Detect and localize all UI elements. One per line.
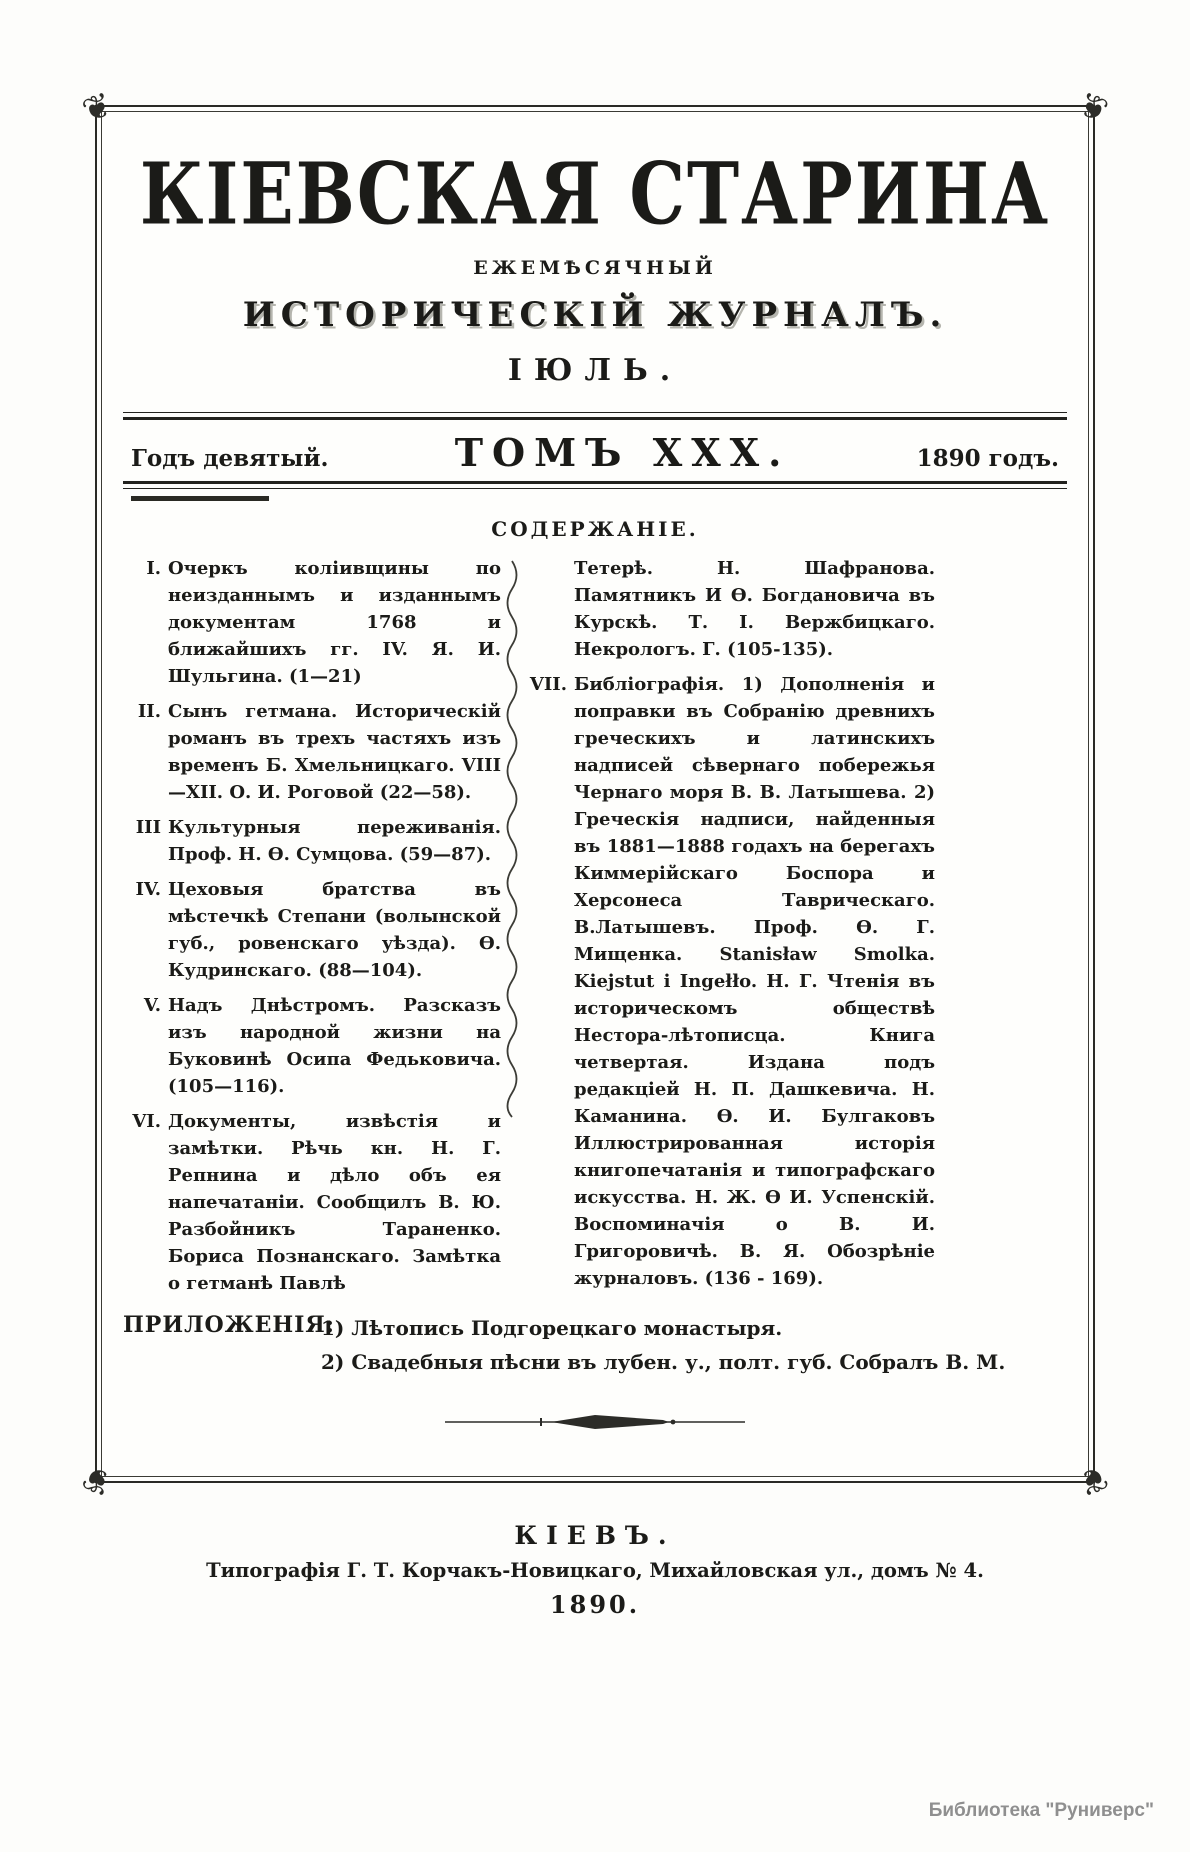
toc-entry	[123, 698, 501, 806]
masthead-month: ІЮЛЬ.	[507, 353, 683, 388]
contents-heading: СОДЕРЖАНІЕ.	[491, 516, 699, 541]
volume-line	[131, 430, 1059, 475]
horizontal-rule-bottom	[123, 481, 1067, 489]
column-divider-ornament	[501, 559, 523, 1119]
toc-entry-number: VI.	[132, 1110, 161, 1132]
toc-entry-number: III	[135, 816, 161, 838]
toc-entry-text: Цеховыя братства въ мѣстечкѣ Степани (волынской губ., ровенскаго уѣзда). Ѳ. Кудринскаго. (88—104).	[168, 878, 501, 981]
journal-title-text: КІЕВСКАЯ СТАРИНА	[139, 142, 1051, 245]
appendix-item: 2) Свадебныя пѣсни въ лубен. у., полт. губ. Собралъ В. М.	[321, 1349, 1006, 1374]
toc-entry-text: Культурныя переживанія. Проф. Н. Ѳ. Сумцова. (59—87).	[168, 816, 501, 865]
imprint-year: 1890.	[549, 1589, 641, 1619]
corner-ornament-icon: ❦	[1072, 1456, 1113, 1504]
appendix-item: 1) Лѣтопись Подгорецкаго монастыря.	[321, 1315, 783, 1340]
toc-entry	[123, 555, 501, 690]
section-divider-ornament	[445, 1413, 745, 1431]
toc-entry-text: Надъ Днѣстромъ. Разсказъ изъ народной жизни на Буковинѣ Осипа Федьковича. (105—116).	[168, 994, 501, 1097]
corner-ornament-icon: ❦	[1072, 84, 1113, 132]
toc-entry-number: I.	[146, 557, 161, 579]
toc-entry-number: II.	[137, 700, 161, 722]
volume-label: ТОМЪ XXX.	[454, 430, 791, 475]
toc-entry-number: IV.	[135, 878, 161, 900]
toc-entry-text: Сынъ гетмана. Историческій романъ въ трехъ частяхъ изъ временъ Б. Хмельницкаго. VIII—XII. О. И. Роговой (22—58).	[168, 700, 501, 803]
corner-ornament-icon: ❦	[77, 1456, 118, 1504]
imprint-printer: Типографія Г. Т. Корчакъ-Новицкаго, Михайловская ул., домъ № 4.	[206, 1558, 984, 1582]
page-content	[97, 107, 1093, 1619]
toc-entry-text: Тетерѣ. Н. Шафранова. Памятникъ И Ѳ. Богдановича въ Курскѣ. Т. І. Вержбицкаго. Некрологъ. Г. (105-135).	[574, 557, 935, 660]
horizontal-rule-top	[123, 412, 1067, 420]
journal-title	[123, 142, 1067, 245]
toc-entry-text: Библіографія. 1) Дополненія и поправки въ Собранію древнихъ греческихъ и латинскихъ надписей сѣвернаго побережья Чернаго моря В. В. Латышева. 2) Греческія надписи, найденныя въ 1881—1888 годахъ на берегахъ Киммерійскаго Боспора и Херсонеса Таврическаго. В.Латышевъ. Проф. Ѳ. Г. Мищенка. Stanisław Smolka. Kiejstut i Ingełło. Н. Г. Чтенія въ историческомъ обществѣ Нестора-лѣтописца. Книга четвертая. Издана подъ редакціей Н. П. Дашкевича. Н. Каманина. Ѳ. И. Булгаковъ Иллюстрированная исторія книгопечатанія и типографскаго искусства. Н. Ж. Ѳ И. Успенскій. Воспоминачія о В. И. Григоровичѣ. В. Я. Обозрѣніе журналовъ. (136 - 169).	[574, 673, 935, 1289]
toc-entry	[523, 671, 935, 1292]
masthead-journal-type: ИСТОРИЧЕСКІЙ ЖУРНАЛЪ.	[242, 295, 948, 335]
publication-year-label: 1890 годъ.	[916, 445, 1059, 472]
toc-entry	[523, 555, 935, 663]
appendix-section	[123, 1311, 1067, 1379]
masthead-frequency: ЕЖЕМѢСЯЧНЫЙ	[473, 257, 717, 279]
appendix-label: ПРИЛОЖЕНІЯ:	[123, 1311, 335, 1338]
page-border-frame	[77, 84, 1113, 1619]
toc-entry	[123, 876, 501, 984]
toc-entry-number: VII.	[529, 673, 567, 695]
toc-entry-text: Документы, извѣстія и замѣтки. Рѣчь кн. Н. Г. Репнина и дѣло объ ея напечатаніи. Сообщилъ В. Ю. Разбойникъ Тараненко. Бориса Познанскаго. Замѣтка о гетманѣ Павлѣ	[168, 1110, 501, 1294]
library-watermark: Библиотека "Руниверс"	[928, 1800, 1154, 1821]
toc-entry	[123, 1108, 501, 1297]
toc-entry-text: Очеркъ коліивщины по неизданнымъ и изданнымъ документам 1768 и ближайшихъ гг. IV. Я. И. Шульгина. (1—21)	[168, 557, 501, 687]
edition-year-label: Годъ девятый.	[131, 445, 329, 472]
toc-entry	[123, 992, 501, 1100]
imprint-city: КІЕВЪ.	[514, 1520, 676, 1550]
table-of-contents	[123, 555, 1067, 1305]
toc-right-column	[523, 555, 935, 1300]
toc-left-column	[123, 555, 501, 1305]
toc-entry-number	[523, 555, 567, 663]
imprint-block	[123, 1521, 1067, 1619]
toc-entry-number: V.	[143, 994, 161, 1016]
rule-fragment-ornament	[131, 496, 269, 501]
appendix-items	[321, 1311, 1067, 1379]
corner-ornament-icon: ❦	[77, 84, 118, 132]
toc-entry	[123, 814, 501, 868]
